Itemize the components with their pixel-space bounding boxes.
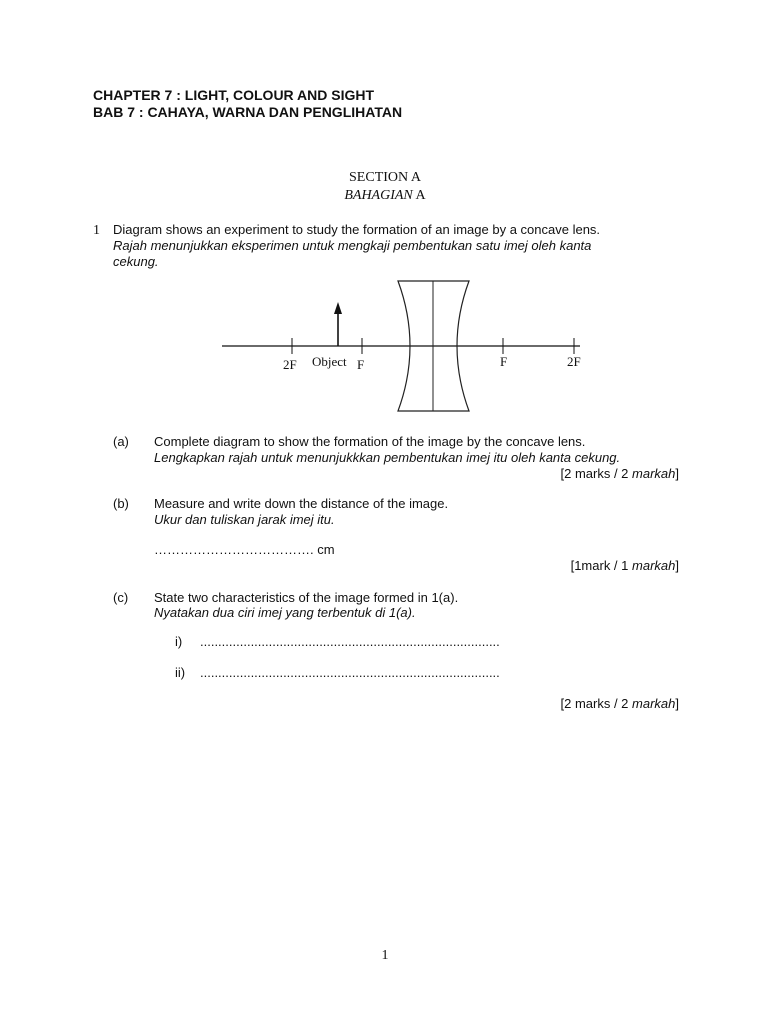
part-b-text-en: Measure and write down the distance of the image. xyxy=(154,496,449,511)
part-c-marks-close: ] xyxy=(675,696,679,711)
question-stem-my-line2: cekung. xyxy=(113,254,159,269)
label-object: Object xyxy=(312,354,347,369)
label-left-2f: 2F xyxy=(283,357,297,372)
question-number: 1 xyxy=(93,223,100,238)
part-a-marks xyxy=(560,466,679,481)
part-a-text-my: Lengkapkan rajah untuk menunjukkkan pembentukan imej itu oleh kanta cekung. xyxy=(154,450,621,465)
section-title-en: SECTION A xyxy=(349,170,421,185)
part-a-marks-close: ] xyxy=(675,466,679,481)
page-number: 1 xyxy=(381,948,389,963)
part-c-item1-answer-line[interactable]: ................................................................................... xyxy=(200,634,500,649)
section-title-my-letter: A xyxy=(415,188,426,203)
part-c-marks xyxy=(560,696,679,711)
label-left-f: F xyxy=(357,357,365,372)
label-right-2f: 2F xyxy=(567,354,581,369)
part-b-answer-line[interactable] xyxy=(154,542,335,558)
part-c-marks-my: markah xyxy=(632,696,676,711)
part-c-marks-en: [2 marks / 2 xyxy=(560,696,633,711)
part-c-text-my: Nyatakan dua ciri imej yang terbentuk di 1(a). xyxy=(154,605,416,620)
part-c-item1-label: i) xyxy=(175,634,183,649)
part-b-marks-en: [1mark / 1 xyxy=(570,558,633,573)
part-b-text-my: Ukur dan tuliskan jarak imej itu. xyxy=(154,512,335,527)
section-title-my-italic: BAHAGIAN xyxy=(344,188,413,203)
part-a-label: (a) xyxy=(113,434,129,449)
part-b-answer-dots: ………………………………. xyxy=(154,542,314,557)
object-arrow-head xyxy=(334,302,342,314)
part-c-item2-answer-line[interactable]: ................................................................................... xyxy=(200,665,500,680)
part-b-label: (b) xyxy=(113,496,129,511)
part-a-text-en: Complete diagram to show the formation of the image by the concave lens. xyxy=(154,434,586,449)
part-a-marks-en: [2 marks / 2 xyxy=(560,466,633,481)
question-stem-my-line1: Rajah menunjukkan eksperimen untuk mengkaji pembentukan satu imej oleh kanta xyxy=(113,238,592,253)
part-c-item2-label: ii) xyxy=(175,665,186,680)
label-right-f: F xyxy=(500,354,508,369)
part-b-marks xyxy=(571,558,679,573)
chapter-title-en: CHAPTER 7 : LIGHT, COLOUR AND SIGHT xyxy=(93,87,375,103)
part-c-text-en: State two characteristics of the image formed in 1(a). xyxy=(154,590,459,605)
chapter-title-my: BAB 7 : CAHAYA, WARNA DAN PENGLIHATAN xyxy=(93,104,403,120)
part-b-answer-unit: cm xyxy=(317,542,335,557)
question-stem-en: Diagram shows an experiment to study the formation of an image by a concave lens. xyxy=(113,222,601,237)
part-b-marks-close: ] xyxy=(675,558,679,573)
part-a-marks-my: markah xyxy=(632,466,676,481)
part-c-label: (c) xyxy=(113,590,129,605)
part-b-marks-my: markah xyxy=(632,558,676,573)
